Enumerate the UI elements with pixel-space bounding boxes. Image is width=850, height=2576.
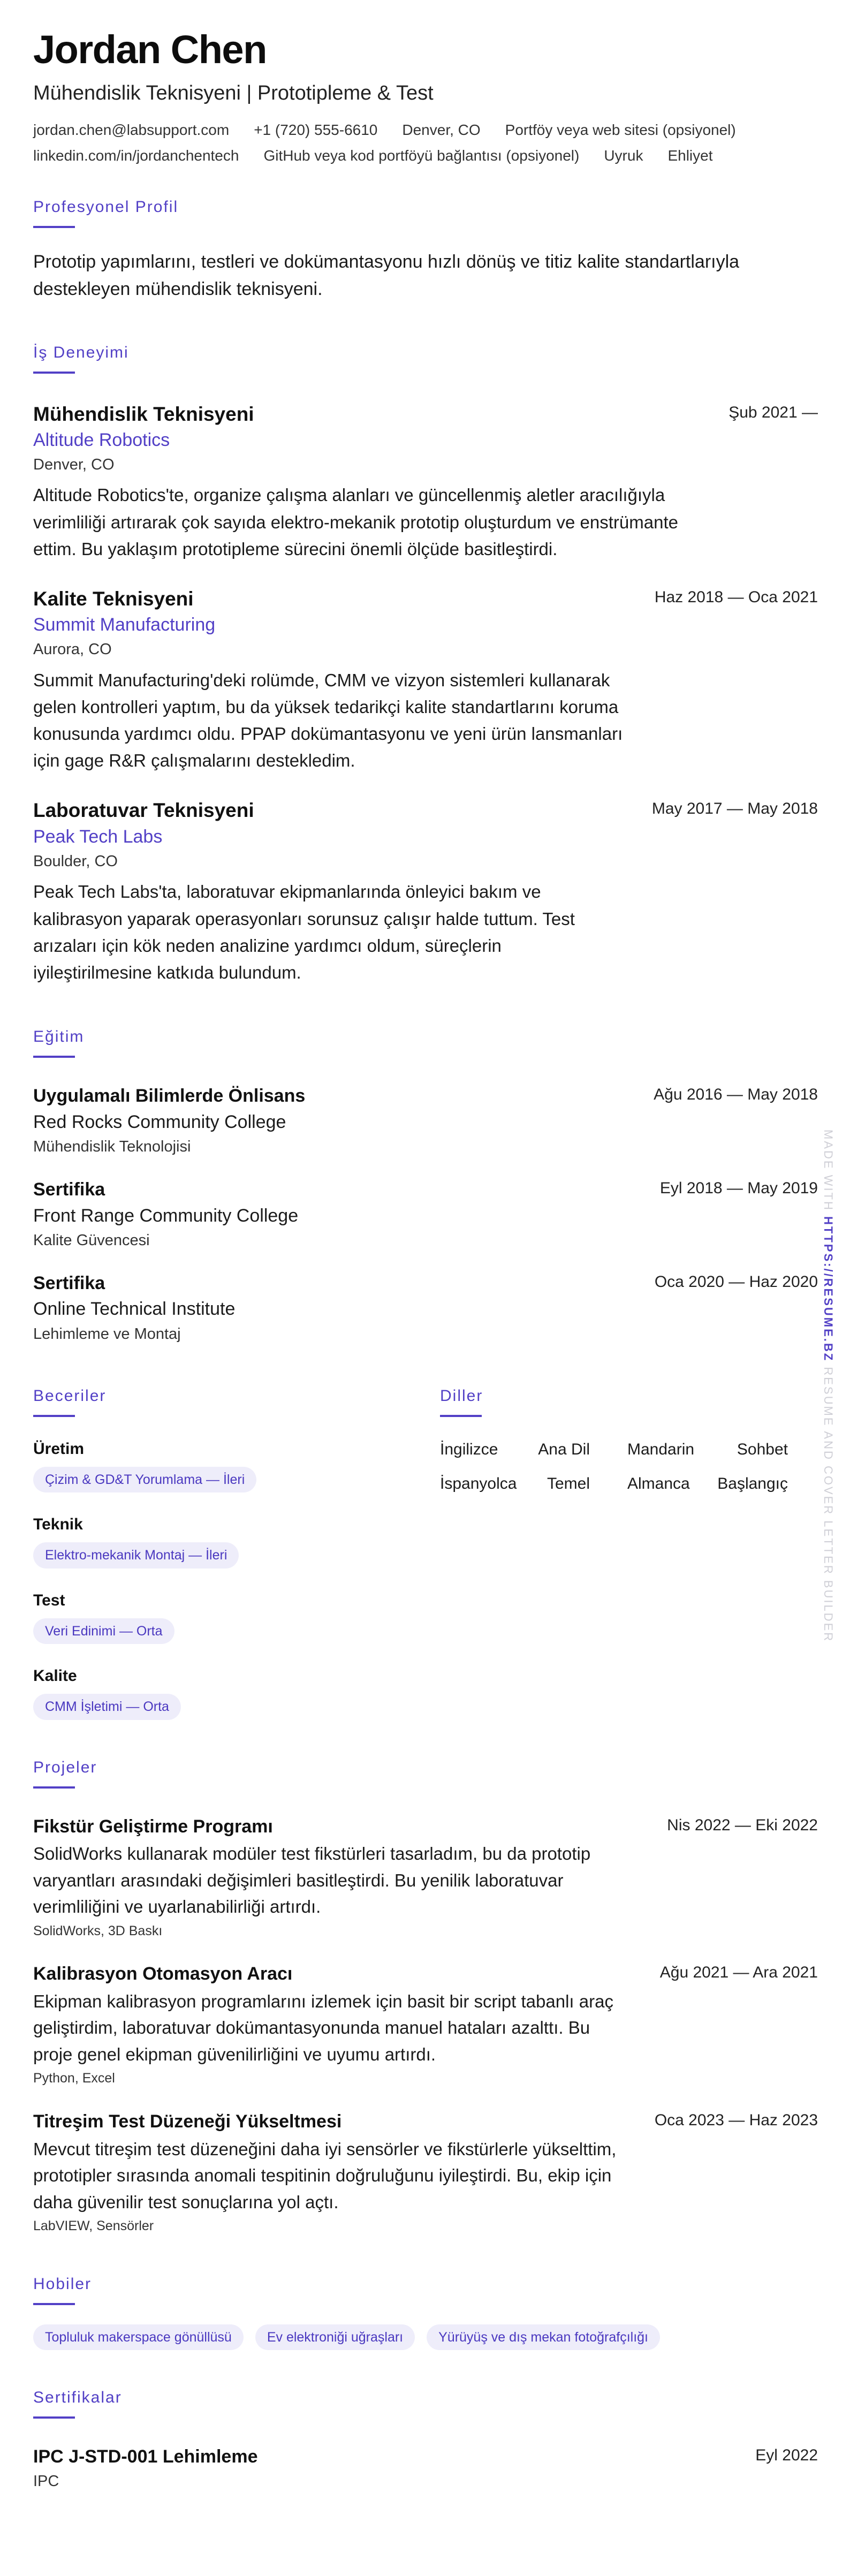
experience-item	[33, 401, 818, 563]
language-item	[627, 1438, 788, 1461]
skills-section	[33, 1387, 440, 1720]
watermark-link[interactable]: HTTPS://RESUME.BZ	[822, 1216, 835, 1362]
section-rule	[33, 2303, 75, 2305]
profile-summary: Prototip yapımlarını, testleri ve dokümantasyonu hızlı dönüş ve titiz kalite standartlarıyla destekleyen mühendislik teknisyeni.	[33, 251, 740, 299]
section-title-hobbies: Hobiler	[33, 2275, 92, 2293]
contact-location: Denver, CO	[402, 121, 481, 138]
skill-chip: Elektro-mekanik Montaj — İleri	[33, 1542, 239, 1569]
section-rule	[33, 372, 75, 374]
job-title: Kalite Teknisyeni	[33, 587, 194, 610]
watermark-prefix: MADE WITH	[822, 1130, 835, 1211]
language-level: Ana Dil	[538, 1440, 590, 1458]
education-item	[33, 1177, 818, 1252]
education-degree: Sertifika	[33, 1272, 105, 1293]
skill-chip: CMM İşletimi — Orta	[33, 1694, 181, 1720]
hobby-list	[33, 2324, 818, 2351]
hobby-chip: Ev elektroniği uğraşları	[255, 2324, 415, 2351]
section-rule	[33, 1786, 75, 1789]
language-level: Temel	[547, 1474, 590, 1492]
language-item	[627, 1473, 788, 1495]
job-dates: May 2017 — May 2018	[651, 800, 818, 818]
section-rule	[33, 1415, 75, 1417]
job-company: Summit Manufacturing	[33, 615, 216, 635]
project-tech: SolidWorks, 3D Baskı	[33, 1923, 163, 1938]
certificates-section	[33, 2389, 818, 2492]
project-tech: Python, Excel	[33, 2071, 115, 2086]
job-dates: Şub 2021 —	[728, 403, 818, 421]
section-rule	[33, 226, 75, 228]
project-description: Ekipman kalibrasyon programlarını izlemek için basit bir script tabanlı araç geliştirdim, laboratuvar dokümantasyonunda manuel hataları azalttı. Bu proje genel ekipman güvenilirliğini ve uyumu artırdı.	[33, 1991, 613, 2064]
contact-portfolio[interactable]: Portföy veya web sitesi (opsiyonel)	[505, 121, 736, 138]
job-company: Altitude Robotics	[33, 429, 170, 450]
certificate-issuer: IPC	[33, 2472, 59, 2490]
contact-row-2	[33, 145, 818, 167]
contact-nationality: Uyruk	[604, 147, 643, 164]
project-tech: LabVIEW, Sensörler	[33, 2218, 154, 2234]
profile-section	[33, 198, 818, 303]
skill-group	[33, 1438, 440, 1493]
job-location: Boulder, CO	[33, 852, 118, 870]
resume-header	[33, 27, 818, 167]
section-title-languages: Diller	[440, 1387, 483, 1405]
language-name: Almanca	[627, 1474, 690, 1492]
project-name: Titreşim Test Düzeneği Yükseltmesi	[33, 2111, 342, 2132]
section-title-skills: Beceriler	[33, 1387, 107, 1405]
skill-group	[33, 1514, 440, 1569]
skill-group	[33, 1665, 440, 1720]
contact-row-1	[33, 119, 818, 141]
section-rule	[440, 1415, 482, 1417]
education-field: Kalite Güvencesi	[33, 1231, 150, 1249]
job-description: Summit Manufacturing'deki rolümde, CMM ve vizyon sistemleri kullanarak gelen kontrolleri yaptım, bu da yüksek tedarikçi kalite standartlarını koruma konusunda yardımcı oldu. PPAP dokümantasyonu ve yeni ürün lansmanları için gage R&R çalışmalarını destekledim.	[33, 670, 623, 771]
education-field: Mühendislik Teknolojisi	[33, 1138, 191, 1155]
language-name: Mandarin	[627, 1440, 695, 1458]
job-description: Altitude Robotics'te, organize çalışma alanları ve güncellenmiş aletler aracılığıyla verimliliği artırarak çok sayıda elektro-mekanik prototip oluşturdum ve enstrümante ettim. Bu yaklaşım prototipleme sürecini önemli ölçüde basitleştirdi.	[33, 485, 678, 559]
section-title-projects: Projeler	[33, 1758, 97, 1776]
section-rule	[33, 1056, 75, 1058]
project-dates: Oca 2023 — Haz 2023	[654, 2111, 818, 2129]
section-title-experience: İş Deneyimi	[33, 343, 129, 361]
contact-phone[interactable]: +1 (720) 555-6610	[254, 121, 378, 138]
skills-languages-row	[33, 1387, 818, 1720]
candidate-name: Jordan Chen	[33, 27, 267, 72]
experience-section	[33, 344, 818, 986]
side-watermark	[821, 1130, 835, 1642]
education-item	[33, 1271, 818, 1345]
candidate-headline: Mühendislik Teknisyeni | Prototipleme & Test	[33, 82, 434, 104]
experience-item	[33, 586, 818, 775]
education-field: Lehimleme ve Montaj	[33, 1325, 181, 1343]
education-school: Red Rocks Community College	[33, 1111, 286, 1132]
skill-chip: Çizim & GD&T Yorumlama — İleri	[33, 1467, 256, 1493]
language-name: İspanyolca	[440, 1474, 517, 1492]
project-dates: Ağu 2021 — Ara 2021	[659, 1964, 818, 1982]
job-title: Laboratuvar Teknisyeni	[33, 799, 254, 822]
experience-item	[33, 798, 818, 986]
project-dates: Nis 2022 — Eki 2022	[667, 1816, 818, 1834]
hobbies-section	[33, 2275, 818, 2351]
language-level: Başlangıç	[717, 1474, 788, 1492]
education-item	[33, 1084, 818, 1158]
watermark-suffix: RESUME AND COVER LETTER BUILDER	[822, 1367, 835, 1643]
language-item	[440, 1473, 590, 1495]
skill-group	[33, 1590, 440, 1645]
certificate-item	[33, 2444, 818, 2492]
education-school: Online Technical Institute	[33, 1299, 236, 1320]
education-degree: Uygulamalı Bilimlerde Önlisans	[33, 1085, 306, 1106]
hobby-chip: Topluluk makerspace gönüllüsü	[33, 2324, 244, 2351]
languages-section	[440, 1387, 818, 1720]
skill-group-name: Kalite	[33, 1667, 77, 1685]
project-item	[33, 2109, 818, 2237]
skill-group-name: Test	[33, 1591, 65, 1609]
project-description: Mevcut titreşim test düzeneğini daha iyi sensörler ve fikstürlerle yükselttim, prototipler sırasında anomali tespitinin doğruluğunu iyileştirdi. Bu, ekip için daha güvenilir test sonuçlarına yol açtı.	[33, 2139, 617, 2212]
language-item	[440, 1438, 590, 1461]
language-name: İngilizce	[440, 1440, 498, 1458]
skill-group-name: Teknik	[33, 1516, 83, 1534]
job-location: Denver, CO	[33, 456, 115, 473]
contact-github[interactable]: GitHub veya kod portföyü bağlantısı (opsiyonel)	[263, 147, 580, 164]
job-company: Peak Tech Labs	[33, 826, 163, 847]
education-dates: Eyl 2018 — May 2019	[659, 1179, 818, 1197]
contact-email[interactable]: jordan.chen@labsupport.com	[33, 121, 230, 138]
project-name: Kalibrasyon Otomasyon Aracı	[33, 1964, 293, 1984]
certificate-date: Eyl 2022	[755, 2446, 818, 2465]
language-level: Sohbet	[737, 1440, 788, 1458]
education-school: Front Range Community College	[33, 1205, 299, 1226]
education-section	[33, 1028, 818, 1345]
projects-section	[33, 1759, 818, 2237]
section-title-profile: Profesyonel Profil	[33, 198, 179, 216]
resume-content	[33, 27, 818, 2492]
project-description: SolidWorks kullanarak modüler test fikstürleri tasarladım, bu da prototip varyantları arasındaki değişimleri basitleştirdi. Bu yenilik laboratuvar verimliliğini ve uyarlanabilirliği artırdı.	[33, 1844, 591, 1917]
project-name: Fikstür Geliştirme Programı	[33, 1816, 273, 1837]
education-degree: Sertifika	[33, 1179, 105, 1200]
job-dates: Haz 2018 — Oca 2021	[654, 588, 818, 606]
skill-chip: Veri Edinimi — Orta	[33, 1618, 174, 1645]
education-dates: Oca 2020 — Haz 2020	[654, 1272, 818, 1291]
contact-license: Ehliyet	[667, 147, 713, 164]
job-location: Aurora, CO	[33, 641, 112, 658]
education-dates: Ağu 2016 — May 2018	[654, 1085, 818, 1103]
languages-grid	[440, 1438, 818, 1495]
project-item	[33, 1814, 818, 1942]
certificate-name: IPC J-STD-001 Lehimleme	[33, 2446, 258, 2467]
job-description: Peak Tech Labs'ta, laboratuvar ekipmanlarında önleyici bakım ve kalibrasyon yaparak operasyonları sorunsuz çalışır halde tuttum. Test arızaları için kök neden analizine yardımcı oldum, süreçlerin iyileştirilmesine katkıda bulundum.	[33, 882, 575, 982]
skill-group-name: Üretim	[33, 1439, 85, 1458]
section-rule	[33, 2416, 75, 2419]
section-title-education: Eğitim	[33, 1027, 85, 1045]
project-item	[33, 1961, 818, 2089]
contact-linkedin[interactable]: linkedin.com/in/jordanchentech	[33, 147, 239, 164]
job-title: Mühendislik Teknisyeni	[33, 403, 254, 425]
hobby-chip: Yürüyüş ve dış mekan fotoğrafçılığı	[427, 2324, 660, 2351]
section-title-certificates: Sertifikalar	[33, 2389, 122, 2407]
